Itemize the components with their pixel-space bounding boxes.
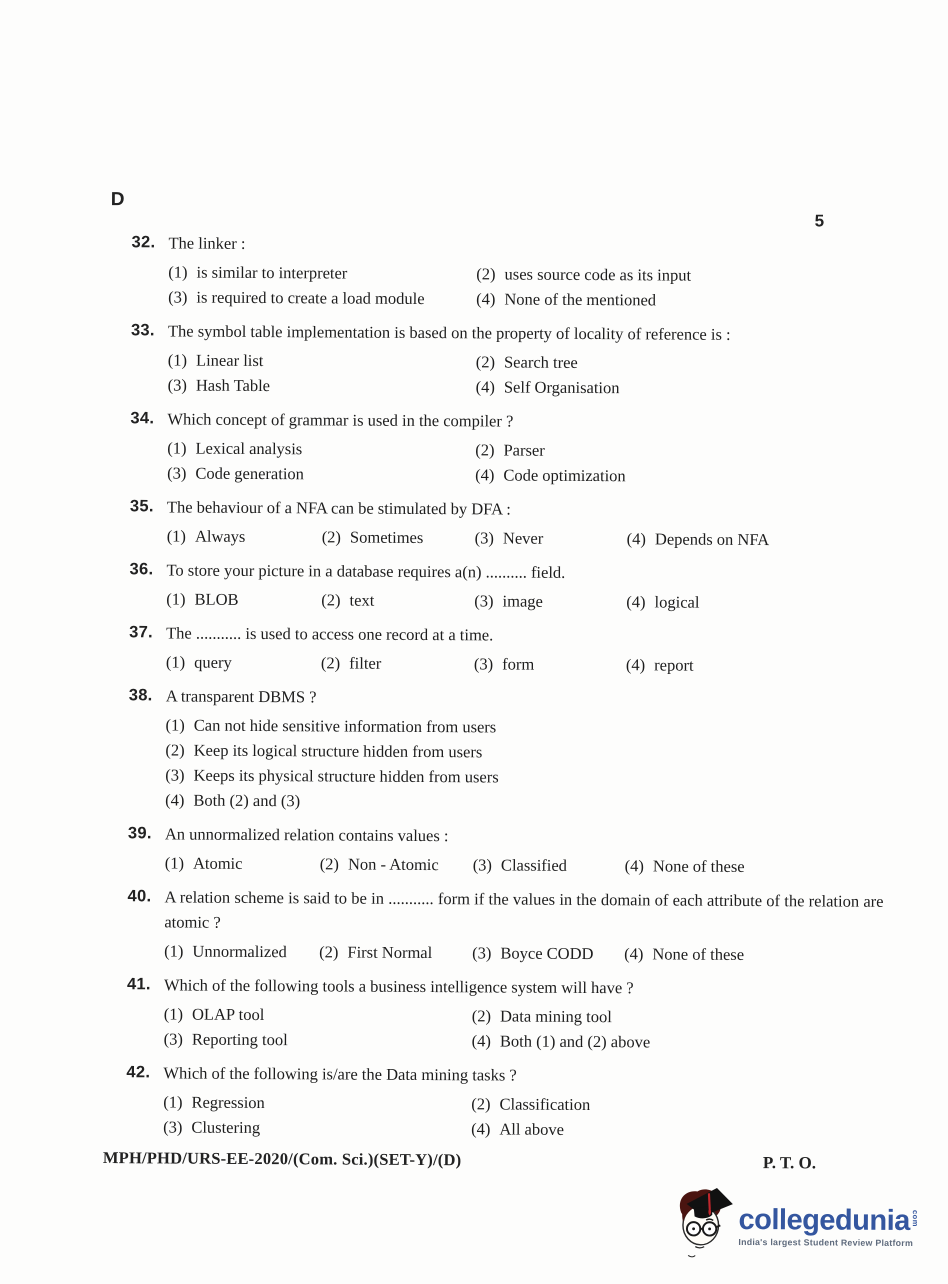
option-text: Both (2) and (3) — [193, 790, 301, 811]
option-item — [166, 649, 321, 675]
options-grid — [165, 712, 885, 816]
question-head — [128, 821, 884, 851]
option-label: (4) — [471, 1119, 491, 1139]
option-label: (3) — [165, 765, 185, 785]
option-label: (4) — [624, 944, 644, 964]
option-label: (1) — [165, 652, 186, 672]
option-text: Non - Atomic — [347, 854, 439, 875]
question-item — [127, 884, 883, 968]
question-text: Which concept of grammar is used in the compiler ? — [167, 409, 514, 431]
option-text: report — [654, 655, 694, 675]
option-label: (2) — [321, 527, 342, 547]
option-label: (2) — [165, 740, 185, 760]
question-text: The linker : — [168, 233, 246, 253]
collegedunia-logo-text: collegedunia — [738, 1203, 910, 1237]
option-item — [627, 526, 886, 553]
option-text: Lexical analysis — [195, 438, 303, 459]
option-label: (4) — [624, 856, 645, 876]
question-head — [131, 318, 887, 348]
option-item — [319, 939, 472, 965]
option-item — [165, 850, 320, 876]
option-label: (3) — [474, 528, 495, 548]
question-item — [128, 683, 885, 817]
page-number: 5 — [814, 211, 825, 231]
question-number: 36. — [129, 560, 154, 579]
question-item — [131, 230, 887, 314]
option-item — [473, 852, 625, 878]
option-item — [168, 284, 476, 311]
option-label: (1) — [166, 589, 186, 609]
option-text: OLAP tool — [191, 1004, 265, 1025]
option-item — [321, 587, 474, 613]
question-text: Which of the following is/are the Data mining tasks ? — [163, 1063, 517, 1085]
option-item — [476, 261, 887, 289]
option-item — [164, 1001, 472, 1028]
option-label: (3) — [474, 591, 494, 611]
question-text: A relation scheme is said to be in ........... form if the values in the domain of each attribute of the relation are atomic ? — [164, 887, 884, 932]
options-grid — [166, 586, 885, 615]
option-text: Code optimization — [503, 465, 626, 486]
options-grid — [166, 649, 885, 678]
collegedunia-brand — [670, 1179, 920, 1265]
question-head — [129, 620, 885, 650]
option-label: (3) — [473, 654, 494, 674]
question-item — [130, 494, 886, 553]
option-item — [167, 435, 475, 462]
option-item — [168, 259, 476, 286]
option-text: Unnormalized — [192, 941, 287, 962]
question-number: 33. — [130, 321, 155, 340]
option-text: None of the mentioned — [504, 289, 657, 310]
option-item — [163, 1089, 471, 1116]
option-text: filter — [349, 653, 382, 673]
option-text: None of these — [652, 944, 745, 964]
option-label: (2) — [319, 942, 339, 962]
option-label: (4) — [471, 1031, 491, 1051]
option-item — [472, 1003, 883, 1031]
option-text: logical — [654, 592, 700, 612]
collegedunia-mascot-icon — [670, 1181, 734, 1263]
question-item — [130, 406, 886, 490]
option-text: Never — [502, 528, 544, 548]
question-item — [127, 972, 883, 1056]
option-label: (1) — [168, 262, 188, 282]
question-item — [126, 1060, 882, 1144]
option-text: Data mining tool — [499, 1006, 612, 1027]
option-label: (1) — [166, 526, 187, 546]
options-grid — [167, 435, 886, 489]
option-text: Search tree — [503, 352, 578, 372]
collegedunia-logo-tld: com — [910, 1209, 920, 1227]
option-item — [476, 349, 887, 377]
option-item — [474, 588, 626, 614]
question-number: 37. — [129, 623, 154, 642]
question-head — [127, 884, 883, 939]
options-grid — [168, 347, 887, 401]
option-item — [167, 523, 322, 549]
option-item — [168, 372, 476, 399]
option-label: (4) — [476, 289, 496, 309]
option-text: Hash Table — [195, 375, 271, 396]
brand-text-block — [738, 1205, 920, 1248]
question-number: 40. — [127, 887, 152, 906]
option-label: (3) — [163, 1029, 183, 1049]
option-item — [163, 1114, 471, 1141]
question-head — [129, 557, 885, 587]
question-item — [128, 821, 884, 880]
option-item — [476, 374, 887, 402]
option-text: None of these — [652, 856, 745, 876]
question-text: Which of the following tools a business intelligence system will have ? — [163, 975, 634, 998]
option-text: All above — [499, 1119, 565, 1139]
option-item — [165, 787, 884, 816]
question-text: The ........... is used to access one record at a time. — [166, 623, 494, 645]
option-text: uses source code as its input — [504, 264, 692, 285]
option-item — [322, 524, 475, 550]
option-text: Classification — [499, 1094, 591, 1115]
question-number: 42. — [126, 1063, 151, 1082]
question-head — [127, 972, 883, 1002]
option-item — [475, 437, 886, 465]
option-text: Clustering — [191, 1117, 261, 1138]
options-grid — [168, 259, 887, 313]
option-text: BLOB — [194, 589, 239, 609]
question-item — [131, 318, 887, 402]
option-item — [166, 586, 321, 612]
question-text: An unnormalized relation contains values : — [164, 824, 449, 846]
option-text: Keep its logical structure hidden from users — [193, 740, 483, 762]
question-number: 34. — [130, 409, 155, 428]
option-text: Regression — [191, 1092, 265, 1113]
question-number: 39. — [127, 824, 152, 843]
option-item — [626, 589, 885, 616]
option-label: (3) — [167, 463, 187, 483]
option-text: Reporting tool — [191, 1029, 288, 1050]
question-text: A transparent DBMS ? — [165, 686, 317, 707]
option-item — [474, 651, 626, 677]
question-head — [130, 494, 886, 524]
collegedunia-tagline: India's largest Student Review Platform — [738, 1236, 914, 1249]
question-text: The behaviour of a NFA can be stimulated by DFA : — [166, 497, 511, 519]
question-head — [131, 230, 887, 260]
option-label: (3) — [167, 375, 187, 395]
question-text: To store your picture in a database requires a(n) .......... field. — [166, 560, 566, 582]
question-item — [129, 557, 885, 616]
option-label: (2) — [471, 1006, 492, 1026]
option-label: (2) — [319, 854, 340, 874]
option-text: Atomic — [192, 853, 243, 873]
option-label: (2) — [476, 264, 496, 284]
option-text: Sometimes — [349, 527, 424, 548]
option-text: Classified — [500, 855, 568, 875]
question-item — [129, 620, 885, 679]
option-text: Keeps its physical structure hidden from users — [193, 765, 499, 787]
option-label: (3) — [163, 1117, 183, 1137]
option-item — [475, 462, 886, 490]
option-label: (4) — [625, 655, 646, 675]
option-label: (2) — [475, 352, 496, 372]
option-text: text — [349, 590, 375, 610]
option-text: Can not hide sensitive information from users — [193, 715, 497, 737]
option-label: (1) — [163, 1004, 184, 1024]
option-item — [471, 1116, 882, 1144]
option-item — [472, 940, 624, 966]
options-grid — [164, 938, 883, 967]
option-item — [475, 525, 627, 551]
option-text: Boyce CODD — [500, 943, 594, 964]
option-label: (1) — [163, 1092, 183, 1112]
question-number: 41. — [126, 975, 151, 994]
option-text: Depends on NFA — [654, 529, 770, 550]
option-item — [320, 851, 473, 877]
question-head — [129, 683, 885, 713]
option-text: Code generation — [195, 463, 305, 484]
option-item — [626, 652, 885, 679]
option-text: Always — [194, 526, 246, 546]
option-label: (3) — [168, 287, 188, 307]
option-label: (2) — [321, 590, 341, 610]
option-text: is similar to interpreter — [196, 262, 348, 283]
option-label: (4) — [475, 377, 495, 397]
option-item — [625, 853, 884, 880]
option-label: (1) — [165, 715, 185, 735]
question-number: 35. — [129, 497, 154, 516]
option-item — [321, 650, 474, 676]
option-item — [167, 460, 475, 487]
option-text: is required to create a load module — [196, 287, 425, 309]
option-item — [471, 1091, 882, 1119]
option-label: (2) — [471, 1094, 491, 1114]
option-label: (1) — [164, 853, 185, 873]
footer-pto: P. T. O. — [762, 1153, 817, 1173]
questions-list — [126, 230, 888, 1153]
option-label: (4) — [626, 592, 646, 612]
option-label: (1) — [164, 941, 184, 961]
option-text: Self Organisation — [503, 377, 620, 398]
option-text: query — [194, 652, 232, 672]
options-grid — [165, 850, 884, 879]
options-grid — [164, 1001, 883, 1055]
option-text: form — [502, 654, 535, 674]
option-item — [472, 1028, 883, 1056]
option-label: (4) — [475, 465, 495, 485]
option-item — [624, 941, 883, 968]
options-grid — [167, 523, 886, 552]
option-text: First Normal — [347, 942, 433, 963]
question-number: 38. — [128, 686, 153, 705]
option-item — [164, 938, 319, 964]
option-label: (1) — [167, 438, 187, 458]
question-head — [126, 1060, 882, 1090]
option-text: image — [502, 591, 543, 611]
option-item — [168, 347, 476, 374]
option-text: Linear list — [195, 350, 264, 371]
set-letter: D — [110, 189, 125, 211]
option-label: (4) — [165, 790, 185, 810]
option-label: (2) — [475, 440, 495, 460]
option-text: Parser — [503, 440, 545, 460]
question-head — [130, 406, 886, 436]
option-label: (4) — [626, 529, 647, 549]
question-text: The symbol table implementation is based on the property of locality of reference is : — [167, 321, 731, 344]
option-item — [164, 1026, 472, 1053]
option-label: (3) — [472, 943, 492, 963]
footer-exam-code: MPH/PHD/URS-EE-2020/(Com. Sci.)(SET-Y)/(D) — [102, 1148, 462, 1170]
question-number: 32. — [131, 233, 156, 252]
options-grid — [163, 1089, 882, 1143]
option-label: (1) — [167, 350, 188, 370]
option-text: Both (1) and (2) above — [499, 1031, 651, 1052]
option-label: (3) — [472, 855, 493, 875]
option-item — [476, 286, 887, 314]
option-label: (2) — [320, 653, 341, 673]
